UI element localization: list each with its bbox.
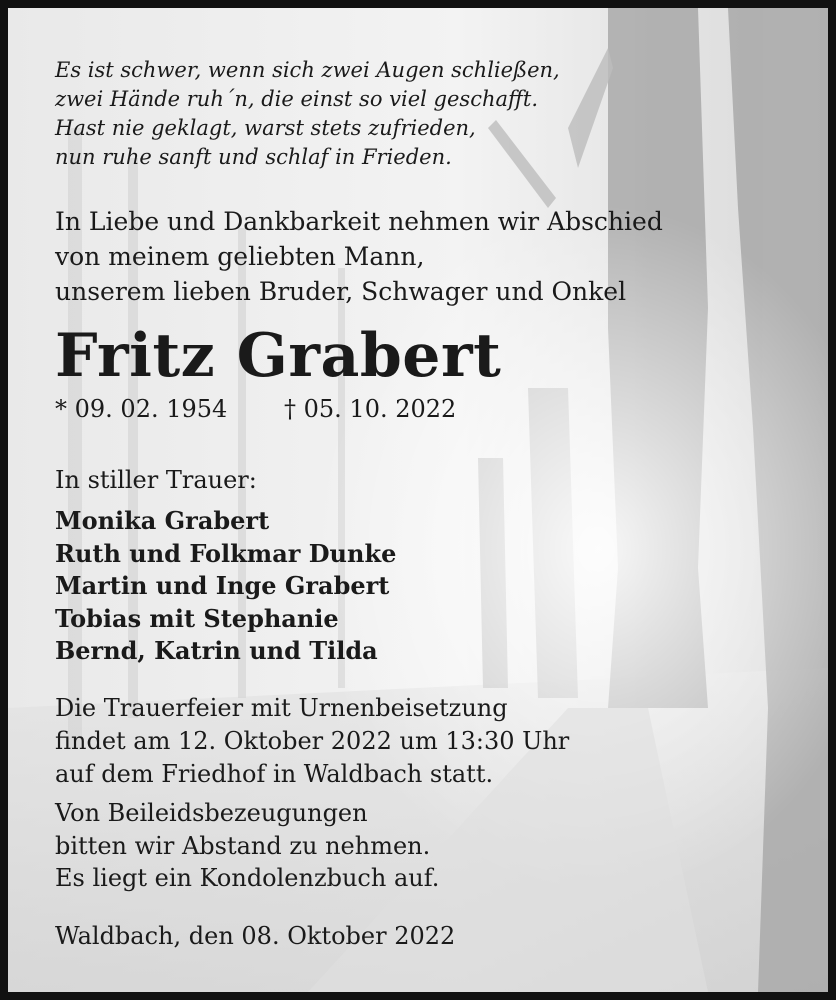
mourner-name: Bernd, Katrin und Tilda xyxy=(55,636,378,665)
intro-line: In Liebe und Dankbarkeit nehmen wir Abschied xyxy=(55,207,663,236)
condolence-line: Von Beileidsbezeugungen xyxy=(55,799,368,827)
deceased-name: Fritz Grabert xyxy=(55,321,502,391)
memorial-poem xyxy=(55,56,560,172)
mourners-list xyxy=(55,505,396,668)
ceremony-info xyxy=(55,692,569,791)
place-and-date: Waldbach, den 08. Oktober 2022 xyxy=(55,922,456,950)
condolence-note xyxy=(55,797,439,895)
death-date: † 05. 10. 2022 xyxy=(284,395,457,423)
poem-line: Es ist schwer, wenn sich zwei Augen schließen, xyxy=(55,58,560,82)
ceremony-line: auf dem Friedhof in Waldbach statt. xyxy=(55,760,494,788)
farewell-intro xyxy=(55,204,663,309)
ceremony-line: Die Trauerfeier mit Urnenbeisetzung xyxy=(55,694,508,722)
condolence-line: Es liegt ein Kondolenzbuch auf. xyxy=(55,864,440,892)
mourner-name: Martin und Inge Grabert xyxy=(55,571,390,600)
mourner-name: Ruth und Folkmar Dunke xyxy=(55,538,397,568)
poem-line: zwei Hände ruh´n, die einst so viel geschafft. xyxy=(55,87,538,111)
intro-line: von meinem geliebten Mann, xyxy=(55,242,425,271)
mourning-label: In stiller Trauer: xyxy=(55,466,257,494)
intro-line: unserem lieben Bruder, Schwager und Onkel xyxy=(55,277,627,306)
poem-line: nun ruhe sanft und schlaf in Frieden. xyxy=(55,145,452,169)
mourner-name: Tobias mit Stephanie xyxy=(55,603,339,633)
poem-line: Hast nie geklagt, warst stets zufrieden, xyxy=(55,116,476,140)
birth-date: * 09. 02. 1954 xyxy=(55,395,228,423)
ceremony-line: findet am 12. Oktober 2022 um 13:30 Uhr xyxy=(55,727,570,755)
condolence-line: bitten wir Abstand zu nehmen. xyxy=(55,831,431,860)
mourner-name: Monika Grabert xyxy=(55,506,270,535)
